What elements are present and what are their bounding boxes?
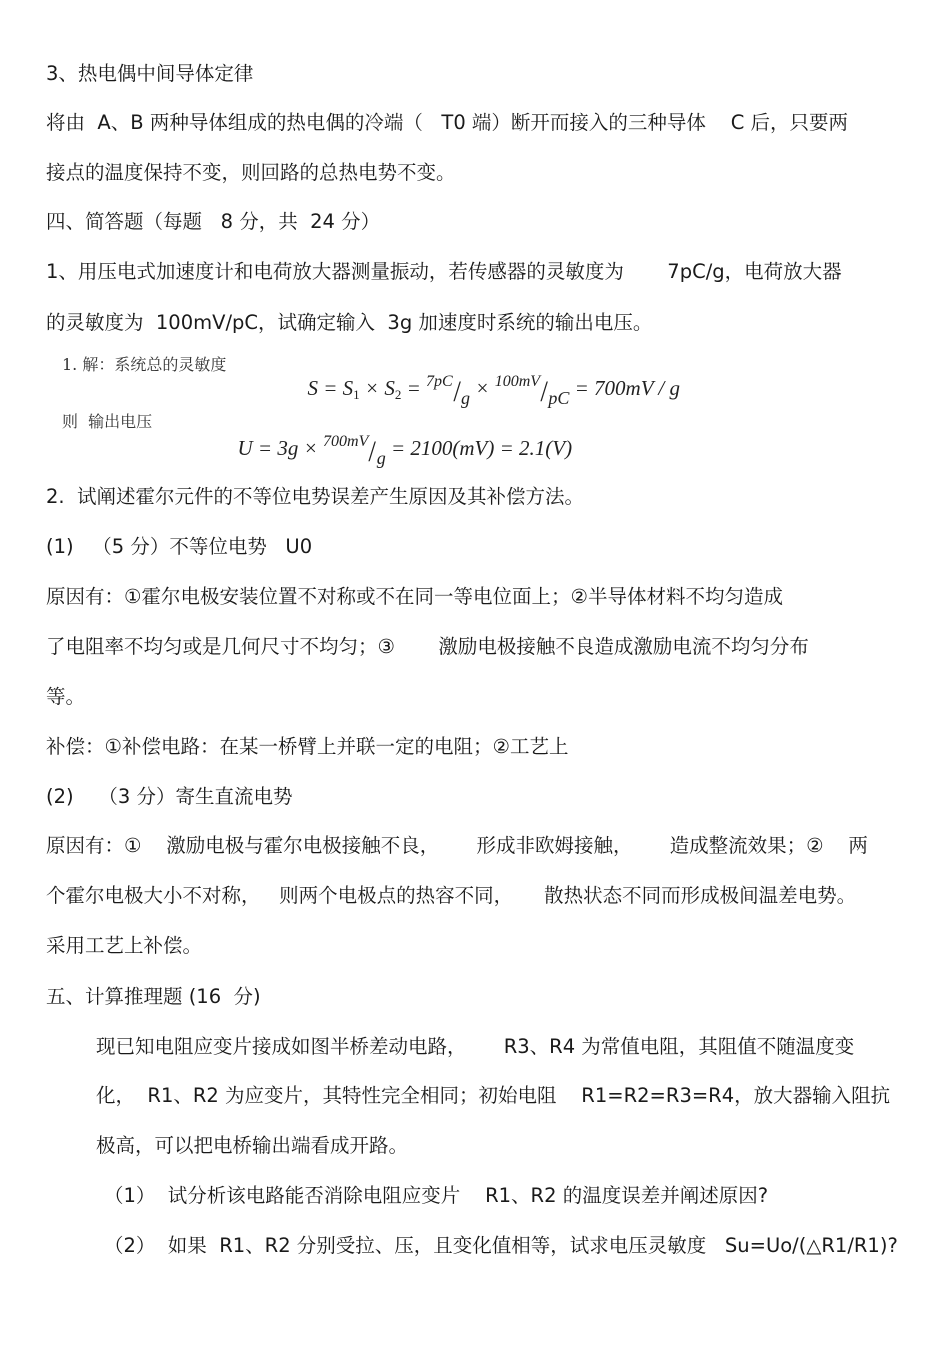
eq1-den2: pC: [548, 388, 570, 408]
paragraph-line: 现已知电阻应变片接成如图半桥差动电路， R3、R4 为常值电阻，其阻值不随温度变: [96, 1035, 855, 1058]
question-line: 的灵敏度为 100mV/pC，试确定输入 3g 加速度时系统的输出电压。: [46, 311, 653, 334]
eq1-times2: ×: [470, 376, 495, 400]
solution-label-sensitivity: 1. 解：系统总的灵敏度: [62, 355, 227, 374]
paragraph-line: 等。: [46, 685, 86, 708]
section-heading-calculation: 五、计算推理题 (16 分): [46, 985, 261, 1008]
fraction-slash: /: [368, 435, 377, 468]
paragraph-line: 原因有：① 激励电极与霍尔电极接触不良， 形成非欧姆接触， 造成整流效果；② 两: [46, 834, 868, 857]
question-line: 2. 试阐述霍尔元件的不等位电势误差产生原因及其补偿方法。: [46, 485, 585, 508]
eq1-num2: 100mV: [494, 373, 541, 390]
sub-heading: (1) （5 分）不等位电势 U0: [46, 535, 313, 558]
paragraph-line: 个霍尔电极大小不对称， 则两个电极点的热容不同， 散热状态不同而形成极间温差电势。: [46, 884, 857, 907]
sub-heading: (2) （3 分）寄生直流电势: [46, 785, 293, 808]
eq1-den1: g: [461, 388, 471, 408]
eq1-rhs: = 700mV / g: [569, 376, 681, 400]
paragraph-line: 了电阻率不均匀或是几何尺寸不均匀；③ 激励电极接触不良造成激励电流不均匀分布: [46, 635, 809, 658]
question-line: （1） 试分析该电路能否消除电阻应变片 R1、R2 的温度误差并阐述原因?: [104, 1184, 769, 1207]
paragraph-line: 采用工艺上补偿。: [46, 934, 203, 957]
eq1-num1: 7pC: [426, 373, 453, 390]
eq1-sub2: 2: [394, 387, 402, 402]
paragraph-line: 接点的温度保持不变，则回路的总热电势不变。: [46, 161, 456, 184]
paragraph-line: 化， R1、R2 为应变片，其特性完全相同；初始电阻 R1=R2=R3=R4，放大器输入阻抗: [96, 1084, 891, 1107]
fraction-slash: /: [453, 375, 461, 408]
equation-output-voltage: [206, 408, 572, 494]
question-line: 1、用压电式加速度计和电荷放大器测量振动，若传感器的灵敏度为 7pC/g，电荷放大器: [46, 260, 842, 283]
solution-label-output-voltage: 则 输出电压: [62, 412, 153, 431]
eq1-lhs: S = S: [307, 376, 354, 400]
paragraph-line: 补偿：①补偿电路：在某一桥臂上并联一定的电阻；②工艺上: [46, 735, 569, 758]
eq1-equals: =: [401, 376, 427, 400]
eq2-num: 700mV: [323, 433, 369, 450]
eq2-lhs: U = 3g ×: [237, 436, 324, 460]
question-line: （2） 如果 R1、R2 分别受拉、压，且变化值相等，试求电压灵敏度 Su=Uo/(△R1/R1)?: [104, 1234, 898, 1257]
paragraph-line: 将由 A、B 两种导体组成的热电偶的冷端（ T0 端）断开而接入的三种导体 C 后，只要两: [46, 111, 849, 134]
paragraph-line: 原因有：①霍尔电极安装位置不对称或不在同一等电位面上；②半导体材料不均匀造成: [46, 585, 783, 608]
section-heading-thermocouple-law: 3、热电偶中间导体定律: [46, 62, 254, 85]
eq2-den: g: [376, 448, 386, 468]
section-heading-short-answer: 四、简答题（每题 8 分，共 24 分）: [46, 210, 381, 233]
fraction-slash: /: [540, 375, 548, 408]
paragraph-line: 极高，可以把电桥输出端看成开路。: [96, 1134, 409, 1157]
eq1-sub1: 1: [353, 387, 360, 402]
eq1-times: × S: [359, 376, 395, 400]
eq2-rhs: = 2100(mV) = 2.1(V): [385, 436, 573, 460]
